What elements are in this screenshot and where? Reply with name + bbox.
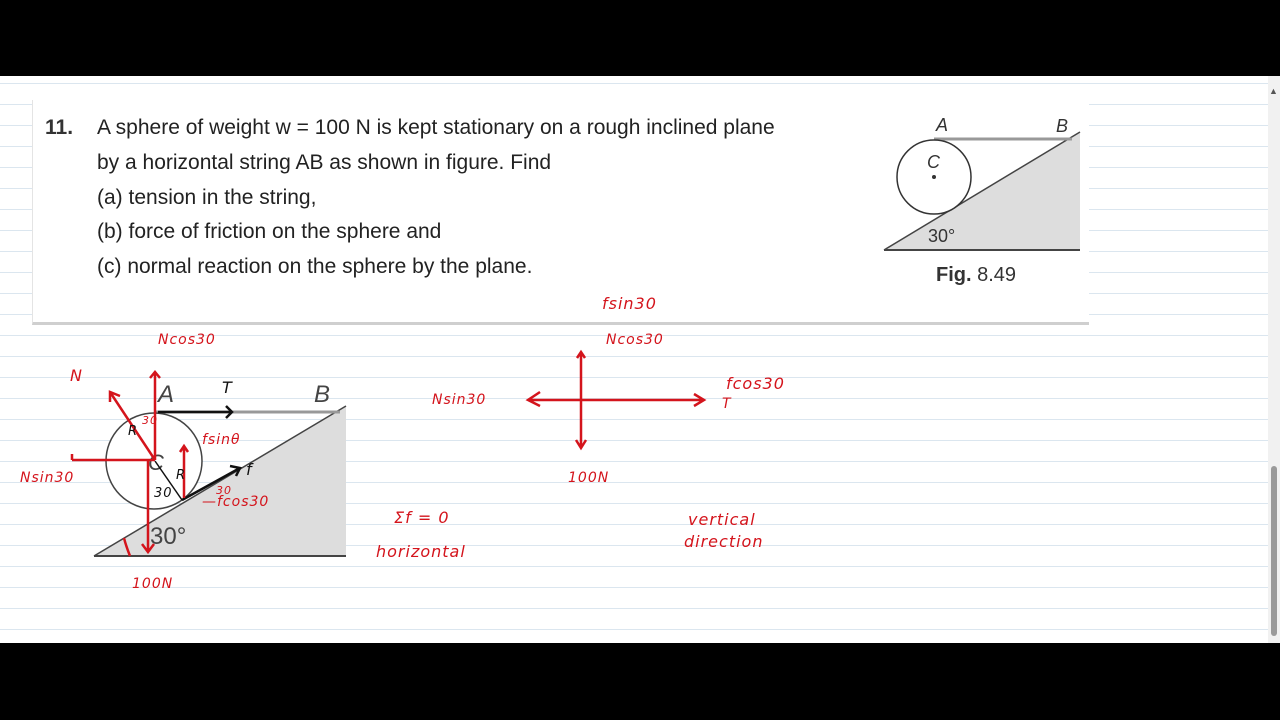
- scrollbar-thumb[interactable]: [1271, 466, 1277, 636]
- svg-text:A: A: [936, 115, 949, 135]
- svg-text:C: C: [148, 450, 164, 475]
- figure-caption: Fig. 8.49: [936, 264, 1017, 286]
- svg-text:30°: 30°: [928, 226, 956, 246]
- label-ncos30-fbd: Ncos30: [606, 332, 664, 348]
- svg-text:A: A: [158, 381, 175, 408]
- label-30-a: 30: [142, 414, 158, 427]
- horizontal-label: horizontal: [376, 542, 466, 561]
- vertical-label: vertical: [688, 510, 756, 529]
- notebook-page: [0, 76, 1268, 643]
- vertical-scrollbar[interactable]: [1268, 76, 1280, 643]
- label-fcos30-fbd: fcos30: [726, 374, 785, 393]
- free-body-diagram: [528, 352, 704, 448]
- label-fsin: fsinθ: [202, 432, 241, 448]
- problem-line-2: by a horizontal string AB as shown in figure. Find: [97, 151, 552, 174]
- label-100N-fbd: 100N: [568, 470, 610, 486]
- svg-text:B: B: [314, 381, 331, 408]
- sum-f-equation: Σf = 0: [394, 508, 450, 527]
- label-30-c: 30: [216, 484, 232, 497]
- svg-text:30°: 30°: [150, 523, 187, 550]
- label-f: f: [246, 460, 253, 479]
- annotated-figure: [72, 372, 346, 556]
- problem-number: 11.: [45, 116, 74, 139]
- label-T: T: [222, 378, 233, 397]
- direction-label: direction: [684, 532, 764, 551]
- part-b: (b) force of friction on the sphere and: [97, 220, 442, 243]
- scroll-up-icon[interactable]: ▲: [1269, 86, 1278, 96]
- diagrams: [0, 76, 1268, 643]
- label-fcos30: —fcos30: [202, 494, 270, 510]
- label-fsin30: fsin30: [602, 294, 657, 313]
- label-R1: R: [128, 424, 139, 439]
- label-R2: R: [176, 468, 187, 483]
- svg-text:B: B: [1056, 116, 1069, 136]
- part-a: (a) tension in the string,: [97, 186, 317, 209]
- label-100N: 100N: [132, 576, 174, 592]
- label-T-fbd: T: [722, 396, 732, 412]
- label-nsin30: Nsin30: [20, 470, 75, 486]
- problem-line-1: A sphere of weight w = 100 N is kept stationary on a rough inclined plane: [97, 116, 775, 139]
- label-ncos30: Ncos30: [158, 332, 216, 348]
- label-nsin30-fbd: Nsin30: [432, 392, 487, 408]
- label-N: N: [70, 366, 83, 385]
- label-30-b: 30: [154, 486, 173, 501]
- svg-text:C: C: [927, 152, 940, 172]
- part-c: (c) normal reaction on the sphere by the plane.: [97, 255, 533, 278]
- printed-figure: [884, 115, 1080, 250]
